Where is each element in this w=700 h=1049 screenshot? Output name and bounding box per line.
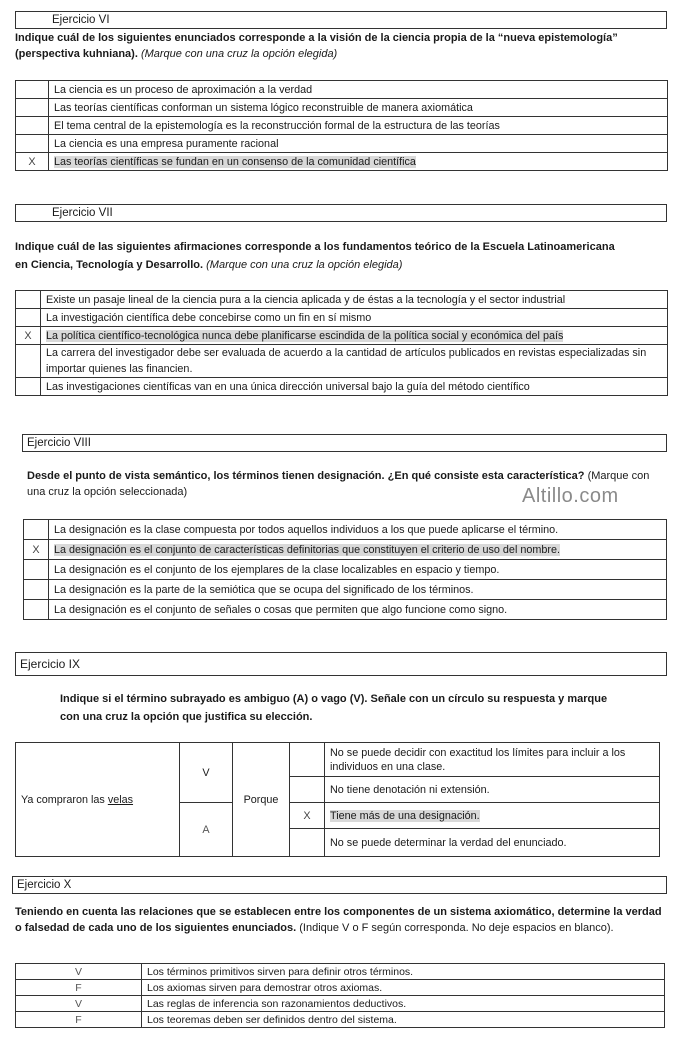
ex9-reason-text [325,777,660,803]
ex10-prompt-normal: (Indique V o F según corresponda. No deje espacios en blanco). [299,922,614,934]
ex8-prompt-normal: (Marque con una cruz la opción seleccionada) [27,470,650,498]
ex7-option-row[interactable] [16,309,668,327]
ex10-statement: Los términos primitivos sirven para definir otros términos. [142,964,665,980]
ex9-reason-mark-x[interactable]: X [290,803,325,829]
ex6-option-mark[interactable] [16,99,49,117]
ex8-option-mark-x[interactable]: X [24,540,49,560]
ex8-option-label: La designación es la clase compuesta por todos aquellos individuos a los que puede aplicarse el término. [54,523,559,536]
ex6-option-text [49,81,668,99]
ex10-title: Ejercicio X [17,879,72,891]
ex7-option-label-highlighted: La política científico-tecnológica nunca debe planificarse escindida de la política social y económica del país [46,329,564,342]
ex8-option-text [49,580,667,600]
ex9-prompt [60,690,620,726]
ex7-prompt [15,238,615,274]
ex9-reason-label-highlighted: Tiene más de una designación. [330,809,480,822]
ex10-statement: Los teoremas deben ser definidos dentro del sistema. [142,1012,665,1028]
ex7-option-mark-x[interactable]: X [16,327,41,345]
ex7-title-box [15,204,667,222]
ex9-choice-a[interactable] [180,803,233,857]
ex7-option-text [41,309,668,327]
ex6-option-label: La ciencia es un proceso de aproximación a la verdad [54,83,313,96]
ex7-title: Ejercicio VII [52,207,113,219]
ex8-option-row[interactable] [24,580,667,600]
ex8-option-mark[interactable] [24,600,49,620]
ex6-option-mark[interactable] [16,135,49,153]
ex7-option-mark[interactable] [16,291,41,309]
ex9-reason-label: No se puede decidir con exactitud los límites para incluir a los individuos en una clase. [330,746,626,773]
ex8-option-label: La designación es el conjunto de los ejemplares de la clase localizables en espacio y tiempo. [54,563,500,576]
ex10-answer-cell[interactable]: F [16,1012,142,1028]
ex9-reason-mark[interactable] [290,743,325,777]
ex7-option-row[interactable] [16,291,668,309]
ex7-options-table [15,290,668,396]
ex9-sentence-term: velas [107,793,134,806]
ex7-option-text [41,345,668,378]
ex9-reason-text [325,803,660,829]
ex9-reason-mark[interactable] [290,777,325,803]
ex6-option-label-highlighted: Las teorías científicas se fundan en un consenso de la comunidad científica [54,155,416,168]
ex6-option-text [49,117,668,135]
ex6-option-text [49,99,668,117]
ex10-answer-cell[interactable]: V [16,964,142,980]
ex7-option-row-selected[interactable] [16,327,668,345]
ex9-reason-mark[interactable] [290,829,325,857]
ex9-porque-cell [233,743,290,857]
ex9-reason-text [325,743,660,777]
ex6-option-label: El tema central de la epistemología es la reconstrucción formal de la estructura de las teorías [54,119,500,132]
ex9-title: Ejercicio IX [20,657,81,671]
ex6-option-text [49,135,668,153]
ex6-title: Ejercicio VI [52,14,110,26]
ex6-option-row[interactable] [16,117,668,135]
ex7-option-text [41,378,668,396]
ex6-title-box [15,11,667,29]
ex7-option-label: Existe un pasaje lineal de la ciencia pura a la ciencia aplicada y de éstas a la tecnología y el sector industrial [46,293,566,306]
ex6-option-text [49,153,668,171]
ex9-choice-v-label: V [202,766,210,779]
ex8-option-label-highlighted: La designación es el conjunto de características definitorias que constituyen el criterio de uso del nombre. [54,543,560,556]
ex7-option-label: La investigación científica debe concebirse como un fin en sí mismo [46,311,372,324]
ex9-table [15,742,660,857]
ex10-title-box [12,876,667,894]
ex8-option-mark[interactable] [24,560,49,580]
ex9-porque-label: Porque [243,793,279,806]
ex6-option-label: La ciencia es una empresa puramente racional [54,137,279,150]
ex10-row [16,1012,665,1028]
ex8-option-row[interactable] [24,520,667,540]
altillo-watermark: Altillo.com [522,485,619,507]
ex6-option-row[interactable] [16,135,668,153]
ex6-option-mark[interactable] [16,81,49,99]
ex9-choice-v[interactable] [180,743,233,803]
ex9-reason-text [325,829,660,857]
ex7-option-row[interactable] [16,345,668,378]
ex7-option-mark[interactable] [16,378,41,396]
ex6-prompt-bold: Indique cuál de los siguientes enunciados corresponde a la visión de la ciencia propia de la “nueva epistemología” (perspectiva kuhniana). [15,32,618,60]
ex8-option-text [49,520,667,540]
ex6-option-row-selected[interactable] [16,153,668,171]
ex8-option-mark[interactable] [24,520,49,540]
ex7-prompt-bold: Indique cuál de las siguientes afirmaciones corresponde a los fundamentos teórico de la Escuela Latinoamericana en Ciencia, Tecnología y Desarrollo. [15,241,615,271]
ex10-statement: Los axiomas sirven para demostrar otros axiomas. [142,980,665,996]
ex8-option-row[interactable] [24,560,667,580]
ex8-prompt-bold: Desde el punto de vista semántico, los términos tienen designación. ¿En qué consiste esta característica? [27,470,585,482]
ex6-options-table [15,80,668,171]
ex8-options-table [23,519,667,620]
ex7-option-label: La carrera del investigador debe ser evaluada de acuerdo a la cantidad de artículos publicados en revistas especializadas sin importar quienes las financien. [46,347,647,375]
ex8-option-mark[interactable] [24,580,49,600]
ex8-option-text [49,560,667,580]
ex6-option-mark[interactable] [16,117,49,135]
ex10-row [16,964,665,980]
ex9-prompt-bold: Indique si el término subrayado es ambiguo (A) o vago (V). Señale con un círculo su respuesta y marque con una cruz la opción que justifica su elección. [60,693,608,723]
ex7-option-text [41,291,668,309]
ex9-sentence-cell [16,743,180,857]
ex9-title-box [15,652,667,676]
ex6-option-label: Las teorías científicas conforman un sistema lógico reconstruible de manera axiomática [54,101,473,114]
ex10-prompt-bold: Teniendo en cuenta las relaciones que se establecen entre los componentes de un sistema axiomático, determine la verdad o falsedad de cada uno de los siguientes enunciados. [15,906,662,934]
ex10-row [16,996,665,1012]
ex7-option-label: Las investigaciones científicas van en una única dirección universal bajo la guía del método científico [46,380,530,393]
ex10-answer-cell[interactable]: F [16,980,142,996]
ex10-table [15,963,665,1028]
ex6-option-mark-x[interactable]: X [16,153,49,171]
ex7-option-mark[interactable] [16,345,41,378]
ex8-option-label: La designación es el conjunto de señales o cosas que permiten que algo funcione como signo. [54,603,508,616]
ex6-option-row[interactable] [16,81,668,99]
ex8-option-text [49,540,667,560]
ex8-title-box [22,434,667,452]
ex8-option-row[interactable] [24,600,667,620]
ex9-reason-label: No tiene denotación ni extensión. [330,783,490,796]
ex10-statement: Las reglas de inferencia son razonamientos deductivos. [142,996,665,1012]
ex7-prompt-italic: (Marque con una cruz la opción elegida) [206,259,403,271]
ex10-answer-cell[interactable]: V [16,996,142,1012]
ex9-reason-label: No se puede determinar la verdad del enunciado. [330,836,567,849]
ex8-option-label: La designación es la parte de la semiótica que se ocupa del significado de los términos. [54,583,474,596]
ex7-option-mark[interactable] [16,309,41,327]
ex8-title: Ejercicio VIII [27,437,91,449]
ex7-option-row[interactable] [16,378,668,396]
ex9-choice-a-label: A [202,823,210,836]
ex7-option-text [41,327,668,345]
ex9-sentence-prefix: Ya compraron las [21,793,108,806]
ex8-option-text [49,600,667,620]
ex6-prompt-italic: (Marque con una cruz la opción elegida) [140,48,338,60]
ex6-option-row[interactable] [16,99,668,117]
ex10-prompt [15,904,665,936]
ex10-row [16,980,665,996]
ex8-option-row-selected[interactable] [24,540,667,560]
ex6-prompt [15,30,655,62]
